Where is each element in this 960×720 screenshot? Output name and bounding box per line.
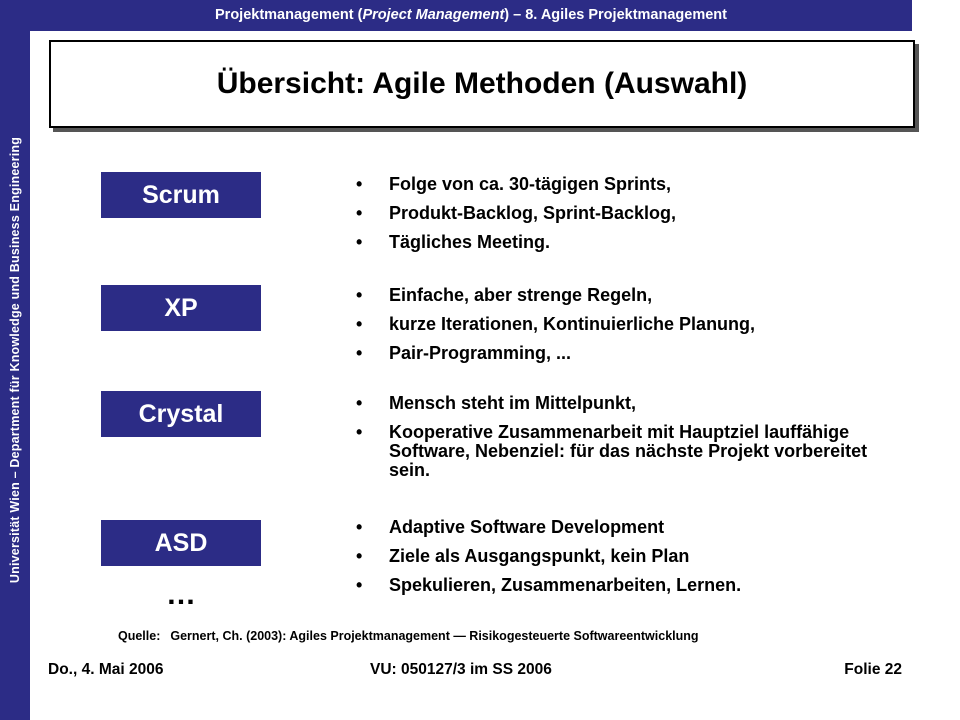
header-prefix: Projektmanagement ( — [215, 7, 363, 23]
crystal-bullet-list — [356, 394, 916, 490]
more-methods-ellipsis: … — [166, 578, 197, 611]
list-item: • Pair-Programming, ... — [356, 344, 916, 363]
footer-date: Do., 4. Mai 2006 — [48, 661, 164, 678]
xp-bullet-list — [356, 286, 916, 373]
list-item: • Einfache, aber strenge Regeln, — [356, 286, 916, 305]
list-item: • Ziele als Ausgangspunkt, kein Plan — [356, 547, 916, 566]
list-item: • Tägliches Meeting. — [356, 233, 916, 252]
scrum-bullet-list — [356, 175, 916, 262]
source-text: Gernert, Ch. (2003): Agiles Projektmanagement — Risikogesteuerte Softwareentwicklung — [170, 629, 699, 643]
sidebar-band — [0, 0, 30, 720]
list-item: • Folge von ca. 30-tägigen Sprints, — [356, 175, 916, 194]
list-item: • Mensch steht im Mittelpunkt, — [356, 394, 916, 413]
university-department-label: Universität Wien – Department für Knowledge und Business Engineering — [8, 136, 22, 584]
method-label-crystal: Crystal — [101, 391, 261, 437]
header-bar — [30, 0, 912, 31]
header-italic: Project Management — [362, 7, 505, 23]
method-label-xp: XP — [101, 285, 261, 331]
list-item: • Kooperative Zusammenarbeit mit Hauptziel lauffähige Software, Nebenziel: für das nächste Projekt vorbereitet sein. — [356, 423, 916, 480]
method-label-asd: ASD — [101, 520, 261, 566]
list-item: • Produkt-Backlog, Sprint-Backlog, — [356, 204, 916, 223]
list-item: • Adaptive Software Development — [356, 518, 916, 537]
list-item: • Spekulieren, Zusammenarbeiten, Lernen. — [356, 576, 916, 595]
header-suffix: ) – 8. Agiles Projektmanagement — [504, 7, 727, 23]
list-item: • kurze Iterationen, Kontinuierliche Planung, — [356, 315, 916, 334]
source-citation — [118, 629, 699, 643]
footer-course: VU: 050127/3 im SS 2006 — [370, 661, 552, 678]
method-label-scrum: Scrum — [101, 172, 261, 218]
slide-title: Übersicht: Agile Methoden (Auswahl) — [49, 40, 915, 128]
source-label: Quelle: — [118, 629, 161, 643]
footer-slide-number: Folie 22 — [844, 661, 902, 678]
asd-bullet-list — [356, 518, 916, 605]
